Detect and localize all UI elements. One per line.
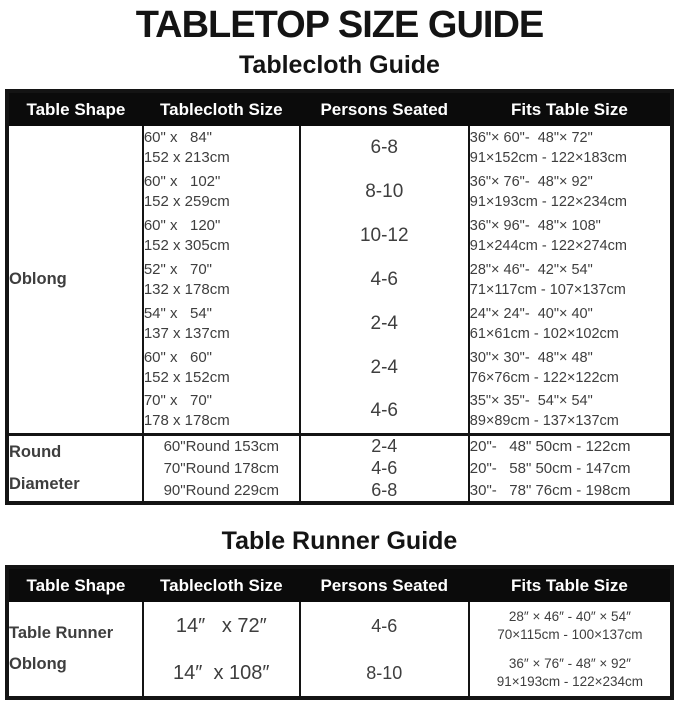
size-inches: 60" x 120" [143, 216, 221, 234]
runner-section [7, 602, 672, 698]
persons-cell: 6-8 [300, 126, 469, 170]
runner-guide-heading: Table Runner Guide [221, 527, 458, 555]
fits-cell [469, 214, 672, 258]
fits-cell [469, 126, 672, 170]
runner-guide-table [5, 565, 674, 700]
fits-inches: 35"× 35"- 54"× 54" [469, 392, 593, 409]
size-inches: 54" x 54" [143, 304, 213, 322]
col-header-fits-table-size: Fits Table Size [469, 91, 672, 126]
shape-label-line1: Round [9, 443, 62, 462]
tablecloth-table-header [7, 91, 672, 126]
size-cell: 14″ x 72″ [143, 602, 300, 650]
persons-cell: 6-8 [300, 480, 469, 503]
persons-cell: 8-10 [300, 650, 469, 698]
fits-cell: 30"- 78" 76cm - 198cm [469, 480, 672, 503]
persons-cell: 10-12 [300, 214, 469, 258]
fits-cell [469, 602, 672, 650]
persons-cell: 2-4 [300, 346, 469, 390]
tablecloth-guide-heading: Tablecloth Guide [239, 51, 440, 79]
col-header-fits-table-size: Fits Table Size [469, 567, 672, 602]
persons-cell: 2-4 [300, 302, 469, 346]
fits-cell [469, 302, 672, 346]
shape-label-line2: Diameter [9, 475, 80, 494]
fits-cell [469, 170, 672, 214]
fits-cell [469, 258, 672, 302]
persons-cell: 4-6 [300, 258, 469, 302]
fits-inches: 36"× 76"- 48"× 92" [469, 173, 593, 190]
size-cell: 60"Round 153cm [143, 434, 300, 457]
shape-label: Oblong [9, 269, 67, 288]
size-cm: 152 x 259cm [143, 193, 230, 210]
page-title: TABLETOP SIZE GUIDE [135, 4, 544, 46]
oblong-section [7, 126, 672, 434]
fits-cell: 20"- 58" 50cm - 147cm [469, 457, 672, 480]
fits-inches: 30"× 30"- 48"× 48" [469, 349, 593, 366]
fits-inches: 36"× 60"- 48"× 72" [469, 129, 593, 146]
col-header-persons-seated: Persons Seated [300, 567, 469, 602]
fits-cm: 91×193cm - 122×234cm [496, 674, 644, 689]
header-row [7, 567, 672, 602]
fits-inches: 24"× 24"- 40"× 40" [469, 305, 593, 322]
fits-cm: 61×61cm - 102×102cm [469, 326, 619, 342]
col-header-table-shape: Table Shape [7, 91, 143, 126]
size-cell [143, 390, 300, 434]
col-header-tablecloth-size: Tablecloth Size [143, 567, 300, 602]
fits-cell: 20"- 48" 50cm - 122cm [469, 434, 672, 457]
col-header-persons-seated: Persons Seated [300, 91, 469, 126]
size-cm: 152 x 305cm [143, 237, 230, 254]
shape-cell-round [7, 434, 143, 503]
runner-table-header [7, 567, 672, 602]
size-inches: 60" x 84" [143, 128, 213, 146]
size-cell [143, 170, 300, 214]
size-cm: 137 x 137cm [143, 325, 230, 342]
fits-inches: 28″ × 46″ - 40″ × 54″ [508, 608, 631, 624]
size-inches: 60" x 60" [143, 348, 213, 366]
fits-cm: 76×76cm - 122×122cm [469, 370, 619, 386]
fits-inches: 28"× 46"- 42"× 54" [469, 261, 593, 278]
shape-label-line1: Table Runner [9, 624, 114, 642]
size-cell [143, 214, 300, 258]
size-cm: 132 x 178cm [143, 281, 230, 298]
size-cm: 152 x 152cm [143, 369, 230, 386]
shape-cell-oblong [7, 126, 143, 434]
persons-cell: 2-4 [300, 434, 469, 457]
size-cm: 152 x 213cm [143, 149, 230, 166]
shape-label-line2: Oblong [9, 655, 67, 673]
fits-cell [469, 650, 672, 698]
table-row [7, 434, 672, 457]
size-cm: 178 x 178cm [143, 412, 230, 430]
size-cell [143, 346, 300, 390]
persons-cell: 4-6 [300, 457, 469, 480]
size-cell: 14″ x 108″ [143, 650, 300, 698]
persons-cell: 8-10 [300, 170, 469, 214]
shape-cell-runner [7, 602, 143, 698]
col-header-tablecloth-size: Tablecloth Size [143, 91, 300, 126]
fits-cm: 70×115cm - 100×137cm [497, 627, 643, 642]
persons-cell: 4-6 [300, 602, 469, 650]
size-inches: 52" x 70" [143, 260, 213, 278]
fits-cm: 91×152cm - 122×183cm [469, 150, 627, 166]
fits-cm: 91×193cm - 122×234cm [469, 194, 627, 210]
size-cell [143, 302, 300, 346]
fits-cell [469, 390, 672, 434]
fits-cm: 71×117cm - 107×137cm [469, 282, 626, 298]
size-cell [143, 126, 300, 170]
table-row [7, 602, 672, 650]
header-row [7, 91, 672, 126]
col-header-table-shape: Table Shape [7, 567, 143, 602]
fits-cm: 91×244cm - 122×274cm [469, 238, 627, 254]
round-section [7, 434, 672, 503]
table-row [7, 126, 672, 170]
fits-inches: 36"× 96"- 48"× 108" [469, 217, 601, 234]
size-inches: 70" x 70" [143, 391, 213, 409]
persons-cell: 4-6 [300, 390, 469, 434]
size-cell [143, 258, 300, 302]
size-cell: 90"Round 229cm [143, 480, 300, 503]
fits-cell [469, 346, 672, 390]
fits-inches: 36″ × 76″ - 48″ × 92″ [508, 655, 631, 671]
size-inches: 60" x 102" [143, 172, 221, 190]
fits-cm: 89×89cm - 137×137cm [469, 413, 619, 430]
size-cell: 70"Round 178cm [143, 457, 300, 480]
tablecloth-guide-table [5, 89, 674, 505]
